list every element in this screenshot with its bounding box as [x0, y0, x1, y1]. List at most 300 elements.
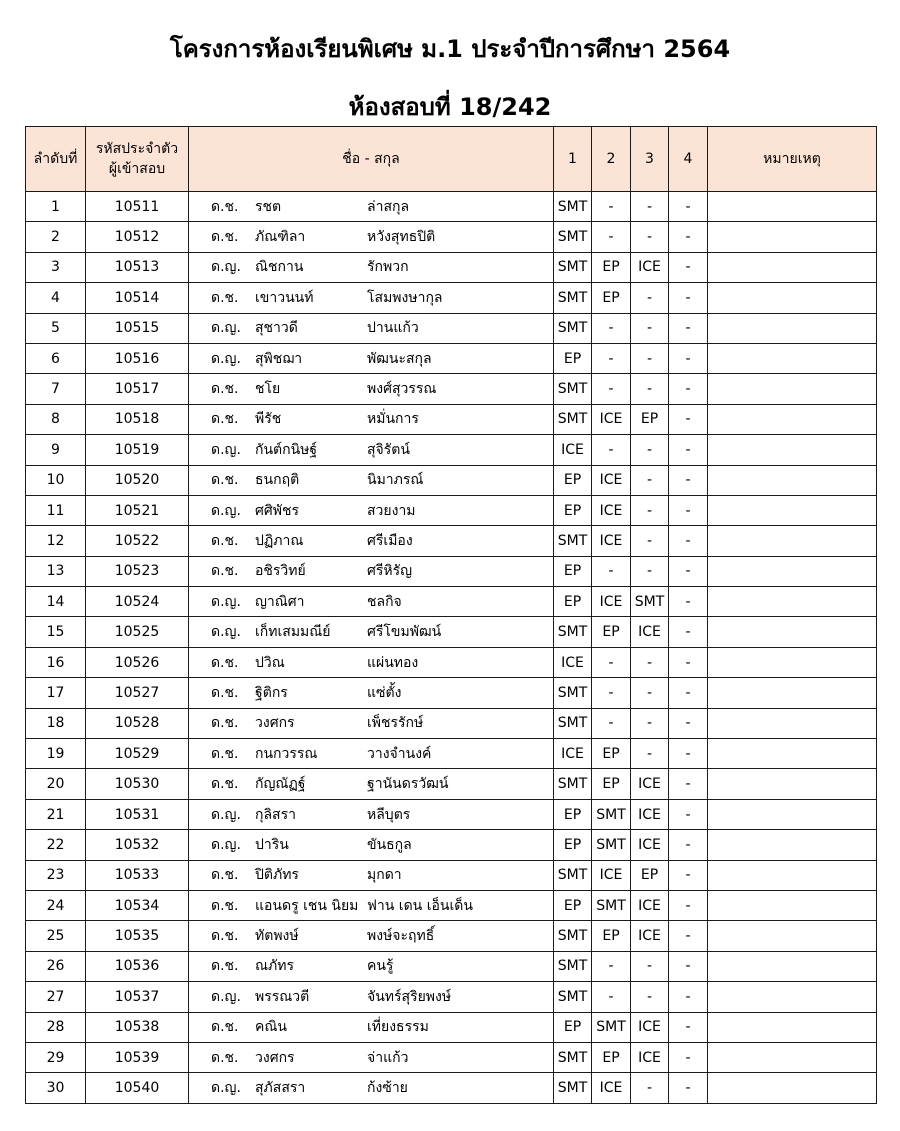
table-row [26, 343, 877, 373]
first-name: พรรณวตี [255, 988, 310, 1005]
choice-3: - [631, 222, 669, 252]
choice-1: EP [554, 556, 592, 586]
name-prefix: ด.ช. [211, 472, 239, 489]
table-row [26, 222, 877, 252]
table-row [26, 587, 877, 617]
name-prefix: ด.ช. [211, 715, 239, 732]
row-number: 3 [26, 252, 86, 282]
choice-4: - [669, 526, 708, 556]
name-prefix: ด.ญ. [211, 502, 241, 519]
remark-cell [708, 617, 877, 647]
choice-2: - [592, 222, 631, 252]
remark-cell [708, 435, 877, 465]
remark-cell [708, 830, 877, 860]
choice-4: - [669, 982, 708, 1012]
remark-cell [708, 192, 877, 222]
choice-4: - [669, 617, 708, 647]
choice-1: SMT [554, 192, 592, 222]
header-name: ชื่อ - สกุล [189, 127, 554, 192]
choice-1: EP [554, 495, 592, 525]
choice-4: - [669, 343, 708, 373]
row-number: 8 [26, 404, 86, 434]
choice-4: - [669, 435, 708, 465]
choice-2: EP [592, 1042, 631, 1072]
choice-1: SMT [554, 374, 592, 404]
student-name [189, 860, 554, 890]
name-prefix: ด.ช. [211, 563, 239, 580]
student-name [189, 465, 554, 495]
name-prefix: ด.ญ. [211, 988, 241, 1005]
candidate-id: 10514 [86, 283, 189, 313]
first-name: ศศิพัชร [255, 502, 300, 519]
choice-4: - [669, 921, 708, 951]
first-name: ปาริน [255, 836, 289, 853]
last-name: ขันธกูล [367, 836, 412, 853]
choice-1: EP [554, 343, 592, 373]
name-prefix: ด.ช. [211, 897, 239, 914]
last-name: คนรู้ [367, 958, 394, 975]
candidate-id: 10533 [86, 860, 189, 890]
row-number: 21 [26, 799, 86, 829]
choice-4: - [669, 799, 708, 829]
choice-3: EP [631, 860, 669, 890]
table-row [26, 678, 877, 708]
student-name [189, 404, 554, 434]
table-row [26, 1073, 877, 1103]
candidate-id: 10524 [86, 587, 189, 617]
choice-4: - [669, 404, 708, 434]
candidate-id: 10532 [86, 830, 189, 860]
choice-2: - [592, 556, 631, 586]
first-name: แอนดรู เชน นิยม [255, 897, 359, 914]
table-row [26, 830, 877, 860]
candidate-id: 10518 [86, 404, 189, 434]
name-prefix: ด.ช. [211, 776, 239, 793]
choice-4: - [669, 1042, 708, 1072]
choice-1: SMT [554, 982, 592, 1012]
remark-cell [708, 769, 877, 799]
student-name [189, 374, 554, 404]
candidate-id: 10521 [86, 495, 189, 525]
table-row [26, 556, 877, 586]
last-name: ปานแก้ว [367, 320, 419, 337]
student-name [189, 556, 554, 586]
student-name [189, 587, 554, 617]
remark-cell [708, 1042, 877, 1072]
row-number: 25 [26, 921, 86, 951]
remark-cell [708, 647, 877, 677]
candidate-id: 10520 [86, 465, 189, 495]
first-name: วงศกร [255, 1049, 295, 1066]
remark-cell [708, 343, 877, 373]
choice-1: ICE [554, 647, 592, 677]
first-name: เขาวนนท์ [255, 289, 314, 306]
first-name: สุภัสสรา [255, 1080, 306, 1097]
last-name: ฟาน เดน เอ็นเด็น [367, 897, 473, 914]
student-name [189, 830, 554, 860]
student-name [189, 769, 554, 799]
first-name: ทัตพงษ์ [255, 928, 299, 945]
table-row [26, 617, 877, 647]
table-row [26, 739, 877, 769]
first-name: พีรัช [255, 411, 282, 428]
row-number: 15 [26, 617, 86, 647]
candidate-id: 10534 [86, 890, 189, 920]
last-name: จันทร์สุริยพงษ์ [367, 988, 452, 1005]
last-name: ก้งซ้าย [367, 1080, 408, 1097]
remark-cell [708, 374, 877, 404]
choice-3: ICE [631, 617, 669, 647]
remark-cell [708, 708, 877, 738]
last-name: ศรีเมือง [367, 532, 413, 549]
row-number: 2 [26, 222, 86, 252]
choice-1: SMT [554, 769, 592, 799]
first-name: ณภัทร [255, 958, 294, 975]
row-number: 13 [26, 556, 86, 586]
choice-1: SMT [554, 617, 592, 647]
choice-4: - [669, 1073, 708, 1103]
first-name: ภัณฑิลา [255, 229, 306, 246]
choice-2: - [592, 192, 631, 222]
remark-cell [708, 283, 877, 313]
header-choice-1: 1 [554, 127, 592, 192]
row-number: 30 [26, 1073, 86, 1103]
candidate-id: 10523 [86, 556, 189, 586]
student-name [189, 951, 554, 981]
candidate-id: 10530 [86, 769, 189, 799]
first-name: กนกวรรณ [255, 745, 318, 762]
choice-1: EP [554, 799, 592, 829]
choice-4: - [669, 313, 708, 343]
choice-2: ICE [592, 860, 631, 890]
choice-2: ICE [592, 587, 631, 617]
choice-2: ICE [592, 465, 631, 495]
choice-2: - [592, 435, 631, 465]
candidate-id: 10539 [86, 1042, 189, 1072]
name-prefix: ด.ญ. [211, 259, 241, 276]
table-row [26, 982, 877, 1012]
choice-3: - [631, 647, 669, 677]
table-row [26, 860, 877, 890]
choice-1: SMT [554, 1073, 592, 1103]
student-name [189, 617, 554, 647]
first-name: ญาณิศา [255, 593, 305, 610]
choice-1: EP [554, 1012, 592, 1042]
table-row [26, 1042, 877, 1072]
choice-3: - [631, 374, 669, 404]
choice-2: - [592, 708, 631, 738]
choice-3: - [631, 739, 669, 769]
name-prefix: ด.ช. [211, 229, 239, 246]
choice-1: EP [554, 465, 592, 495]
table-row [26, 526, 877, 556]
header-order: ลำดับที่ [26, 127, 86, 192]
candidate-id: 10515 [86, 313, 189, 343]
candidate-id: 10513 [86, 252, 189, 282]
choice-2: SMT [592, 799, 631, 829]
table-row [26, 708, 877, 738]
candidate-id: 10540 [86, 1073, 189, 1103]
choice-3: - [631, 313, 669, 343]
remark-cell [708, 921, 877, 951]
choice-4: - [669, 890, 708, 920]
choice-4: - [669, 252, 708, 282]
row-number: 12 [26, 526, 86, 556]
remark-cell [708, 860, 877, 890]
row-number: 26 [26, 951, 86, 981]
choice-2: EP [592, 283, 631, 313]
table-row [26, 374, 877, 404]
last-name: ฐานันดรวัฒน์ [367, 776, 449, 793]
student-name [189, 1073, 554, 1103]
student-name [189, 739, 554, 769]
last-name: เที่ยงธรรม [367, 1019, 429, 1036]
choice-2: SMT [592, 830, 631, 860]
choice-2: - [592, 343, 631, 373]
name-prefix: ด.ญ. [211, 624, 241, 641]
remark-cell [708, 678, 877, 708]
name-prefix: ด.ญ. [211, 836, 241, 853]
choice-4: - [669, 708, 708, 738]
choice-1: SMT [554, 222, 592, 252]
name-prefix: ด.ช. [211, 289, 239, 306]
remark-cell [708, 495, 877, 525]
first-name: ฐิติกร [255, 684, 288, 701]
choice-1: SMT [554, 526, 592, 556]
choice-3: ICE [631, 1012, 669, 1042]
row-number: 27 [26, 982, 86, 1012]
choice-4: - [669, 678, 708, 708]
first-name: วงศกร [255, 715, 295, 732]
table-row [26, 921, 877, 951]
candidate-id: 10535 [86, 921, 189, 951]
last-name: ล่าสกุล [367, 198, 410, 215]
choice-2: ICE [592, 404, 631, 434]
table-header-row [26, 127, 877, 192]
choice-2: - [592, 951, 631, 981]
header-choice-2: 2 [592, 127, 631, 192]
row-number: 4 [26, 283, 86, 313]
document-title: โครงการห้องเรียนพิเศษ ม.1 ประจำปีการศึกษา 2564 [169, 35, 731, 63]
remark-cell [708, 465, 877, 495]
choice-2: - [592, 678, 631, 708]
student-name [189, 921, 554, 951]
last-name: พงศ์สุวรรณ [367, 381, 437, 398]
table-row [26, 951, 877, 981]
first-name: ธนกฤติ [255, 472, 300, 489]
row-number: 11 [26, 495, 86, 525]
choice-2: ICE [592, 495, 631, 525]
row-number: 14 [26, 587, 86, 617]
choice-1: SMT [554, 860, 592, 890]
candidate-id: 10519 [86, 435, 189, 465]
name-prefix: ด.ช. [211, 198, 239, 215]
choice-4: - [669, 830, 708, 860]
last-name: แซ่ตั้ง [367, 684, 402, 701]
table-row [26, 1012, 877, 1042]
choice-2: - [592, 647, 631, 677]
choice-3: SMT [631, 587, 669, 617]
first-name: สุพิชฌา [255, 350, 303, 367]
student-name [189, 647, 554, 677]
choice-3: - [631, 465, 669, 495]
student-name [189, 890, 554, 920]
last-name: สุจิรัตน์ [367, 441, 410, 458]
candidate-id: 10517 [86, 374, 189, 404]
choice-4: - [669, 951, 708, 981]
last-name: โสมพงษากุล [367, 289, 443, 306]
remark-cell [708, 890, 877, 920]
name-prefix: ด.ญ. [211, 320, 241, 337]
candidate-id: 10525 [86, 617, 189, 647]
remark-cell [708, 982, 877, 1012]
remark-cell [708, 739, 877, 769]
remark-cell [708, 252, 877, 282]
row-number: 5 [26, 313, 86, 343]
remark-cell [708, 587, 877, 617]
choice-3: ICE [631, 799, 669, 829]
choice-1: SMT [554, 708, 592, 738]
student-name [189, 495, 554, 525]
choice-3: ICE [631, 1042, 669, 1072]
choice-2: - [592, 982, 631, 1012]
choice-3: - [631, 343, 669, 373]
student-name [189, 678, 554, 708]
remark-cell [708, 313, 877, 343]
remark-cell [708, 1073, 877, 1103]
table-row [26, 465, 877, 495]
choice-4: - [669, 739, 708, 769]
choice-2: SMT [592, 890, 631, 920]
student-name [189, 708, 554, 738]
remark-cell [708, 799, 877, 829]
candidate-id: 10516 [86, 343, 189, 373]
candidate-id: 10526 [86, 647, 189, 677]
remark-cell [708, 222, 877, 252]
candidate-id: 10528 [86, 708, 189, 738]
header-choice-3: 3 [631, 127, 669, 192]
row-number: 10 [26, 465, 86, 495]
choice-2: EP [592, 921, 631, 951]
student-name [189, 526, 554, 556]
row-number: 9 [26, 435, 86, 465]
row-number: 22 [26, 830, 86, 860]
last-name: หวังสุทธปิติ [367, 229, 436, 246]
choice-3: ICE [631, 769, 669, 799]
choice-4: - [669, 283, 708, 313]
choice-2: - [592, 374, 631, 404]
name-prefix: ด.ช. [211, 532, 239, 549]
header-candidate-id [86, 127, 189, 192]
name-prefix: ด.ช. [211, 958, 239, 975]
choice-3: EP [631, 404, 669, 434]
header-choice-4: 4 [669, 127, 708, 192]
candidate-id: 10538 [86, 1012, 189, 1042]
last-name: มุกดา [367, 867, 402, 884]
choice-2: SMT [592, 1012, 631, 1042]
row-number: 6 [26, 343, 86, 373]
candidate-id: 10527 [86, 678, 189, 708]
remark-cell [708, 526, 877, 556]
row-number: 20 [26, 769, 86, 799]
last-name: พัฒนะสกุล [367, 350, 432, 367]
choice-1: EP [554, 830, 592, 860]
choice-1: ICE [554, 739, 592, 769]
choice-3: ICE [631, 830, 669, 860]
student-name [189, 435, 554, 465]
choice-3: - [631, 678, 669, 708]
candidate-id: 10511 [86, 192, 189, 222]
student-name [189, 1012, 554, 1042]
student-name [189, 192, 554, 222]
choice-1: SMT [554, 921, 592, 951]
choice-1: SMT [554, 1042, 592, 1072]
remark-cell [708, 951, 877, 981]
candidate-id: 10536 [86, 951, 189, 981]
last-name: นิมาภรณ์ [367, 472, 424, 489]
choice-3: - [631, 951, 669, 981]
choice-4: - [669, 222, 708, 252]
name-prefix: ด.ญ. [211, 806, 241, 823]
first-name: คณิน [255, 1019, 287, 1036]
choice-3: - [631, 495, 669, 525]
choice-4: - [669, 769, 708, 799]
candidate-id: 10529 [86, 739, 189, 769]
choice-3: - [631, 192, 669, 222]
choice-2: ICE [592, 526, 631, 556]
last-name: พงษ์จะฤทธิ์ [367, 928, 435, 945]
choice-2: EP [592, 739, 631, 769]
last-name: เพ็ชรรักษ์ [367, 715, 424, 732]
choice-3: - [631, 1073, 669, 1103]
row-number: 19 [26, 739, 86, 769]
remark-cell [708, 404, 877, 434]
first-name: เก็ทเสมมณีย์ [255, 624, 331, 641]
first-name: อชิรวิทย์ [255, 563, 306, 580]
row-number: 24 [26, 890, 86, 920]
choice-4: - [669, 465, 708, 495]
table-row [26, 283, 877, 313]
table-row [26, 404, 877, 434]
first-name: กุลิสรา [255, 806, 296, 823]
choice-1: SMT [554, 951, 592, 981]
last-name: ศรีโขมพัฒน์ [367, 624, 442, 641]
last-name: ศรีหิรัญ [367, 563, 413, 580]
exam-roster-table [25, 126, 877, 1104]
name-prefix: ด.ช. [211, 867, 239, 884]
choice-2: EP [592, 769, 631, 799]
row-number: 1 [26, 192, 86, 222]
first-name: ปวิณ [255, 654, 285, 671]
table-row [26, 647, 877, 677]
remark-cell [708, 1012, 877, 1042]
candidate-id: 10512 [86, 222, 189, 252]
student-name [189, 252, 554, 282]
table-row [26, 890, 877, 920]
name-prefix: ด.ช. [211, 684, 239, 701]
choice-4: - [669, 374, 708, 404]
candidate-id: 10522 [86, 526, 189, 556]
candidate-id: 10531 [86, 799, 189, 829]
name-prefix: ด.ช. [211, 411, 239, 428]
last-name: แผ่นทอง [367, 654, 419, 671]
name-prefix: ด.ช. [211, 745, 239, 762]
table-row [26, 313, 877, 343]
first-name: ณิชกาน [255, 259, 304, 276]
choice-2: - [592, 313, 631, 343]
row-number: 7 [26, 374, 86, 404]
choice-1: SMT [554, 313, 592, 343]
